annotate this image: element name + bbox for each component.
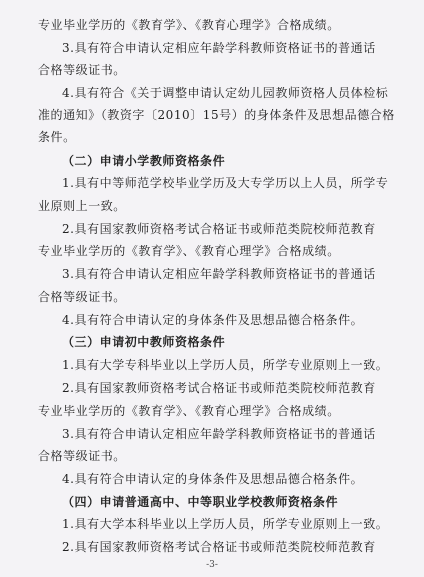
body-text-line: 4.具有符合申请认定的身体条件及思想品德合格条件。 — [62, 313, 364, 327]
body-text-line: 2.具有国家教师资格考试合格证书或师范类院校师范教育 — [62, 222, 376, 236]
section-heading: （二）申请小学教师资格条件 — [62, 154, 226, 168]
body-text-line: 2.具有国家教师资格考试合格证书或师范类院校师范教育 — [62, 381, 376, 395]
body-text-line: 3.具有符合申请认定相应年龄学科教师资格证书的普通话 — [62, 41, 376, 55]
body-text-line: 业原则上一致。 — [38, 199, 126, 213]
body-text-line: 专业毕业学历的《教育学》、《教育心理学》合格成绩。 — [38, 244, 340, 258]
body-text-line: 条件。 — [38, 130, 76, 144]
body-text-line: 专业毕业学历的《教育学》、《教育心理学》合格成绩。 — [38, 18, 340, 32]
page-number: -3- — [206, 560, 218, 570]
body-text-line: 1.具有中等师范学校毕业学历及大专学历以上人员，所学专 — [62, 176, 389, 190]
section-heading: （四）申请普通高中、中等职业学校教师资格条件 — [62, 495, 339, 509]
body-text-line: 3.具有符合申请认定相应年龄学科教师资格证书的普通话 — [62, 427, 376, 441]
body-text-line: 准的通知》（教资字〔2010〕15号）的身体条件及思想品德合格 — [38, 108, 395, 122]
body-text-line: 1.具有大学专科毕业以上学历人员，所学专业原则上一致。 — [62, 358, 389, 372]
body-text-line: 合格等级证书。 — [38, 449, 126, 463]
body-text-line: 专业毕业学历的《教育学》、《教育心理学》合格成绩。 — [38, 404, 340, 418]
body-text-line: 4.具有符合申请认定的身体条件及思想品德合格条件。 — [62, 472, 364, 486]
body-text-line: 合格等级证书。 — [38, 63, 126, 77]
body-text-line: 2.具有国家教师资格考试合格证书或师范类院校师范教育 — [62, 540, 376, 554]
body-text-line: 4.具有符合《关于调整申请认定幼儿园教师资格人员体检标 — [62, 86, 389, 100]
section-heading: （三）申请初中教师资格条件 — [62, 335, 226, 349]
body-text-line: 1.具有大学本科毕业以上学历人员，所学专业原则上一致。 — [62, 517, 389, 531]
body-text-line: 3.具有符合申请认定相应年龄学科教师资格证书的普通话 — [62, 267, 376, 281]
body-text-line: 合格等级证书。 — [38, 290, 126, 304]
